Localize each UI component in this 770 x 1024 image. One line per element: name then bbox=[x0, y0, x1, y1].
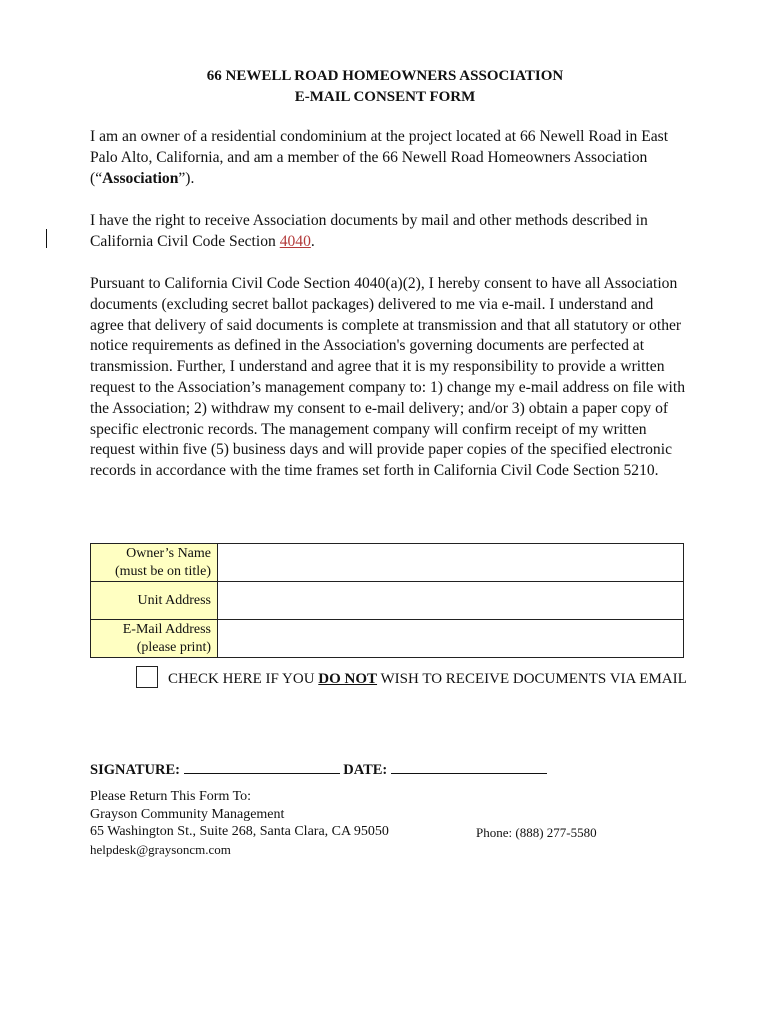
email-label-note: (please print) bbox=[136, 639, 211, 655]
opt-out-text-end: WISH TO RECEIVE DOCUMENTS VIA EMAIL bbox=[377, 671, 687, 687]
ownership-text: I am an owner of a residential condominium at the project located at 66 Newell Road in East Palo Alto, California, and am a member of the 66 Newell Road Homeowners Association (“ bbox=[90, 128, 669, 187]
signature-line bbox=[90, 759, 547, 779]
rights-text: I have the right to receive Association documents by mail and other methods described in California Civil Code Section bbox=[90, 212, 648, 250]
management-company-name: Grayson Community Management bbox=[90, 807, 285, 822]
owner-name-label-text: Owner’s Name bbox=[126, 545, 211, 561]
management-phone: Phone: (888) 277-5580 bbox=[476, 825, 597, 840]
date-field[interactable] bbox=[391, 759, 547, 774]
form-title-line1: 66 NEWELL ROAD HOMEOWNERS ASSOCIATION bbox=[206, 68, 564, 84]
opt-out-emphasis: DO NOT bbox=[318, 671, 378, 687]
rights-paragraph bbox=[90, 211, 690, 253]
signature-label: SIGNATURE: bbox=[90, 762, 180, 778]
helpdesk-email[interactable]: helpdesk@graysoncm.com bbox=[90, 842, 231, 857]
owner-name-label bbox=[91, 544, 218, 582]
signature-field[interactable] bbox=[184, 759, 340, 774]
email-address-label bbox=[91, 620, 218, 658]
email-label-text: E-Mail Address bbox=[122, 621, 211, 637]
owner-name-field[interactable] bbox=[218, 544, 684, 582]
owner-info-table bbox=[90, 543, 684, 658]
revision-marker bbox=[46, 229, 47, 248]
date-label: DATE: bbox=[343, 762, 388, 778]
unit-address-field[interactable] bbox=[218, 582, 684, 620]
email-address-row bbox=[91, 620, 684, 658]
ownership-text-end: ”). bbox=[178, 169, 195, 187]
rights-text-end: . bbox=[310, 232, 315, 250]
owner-name-label-note: (must be on title) bbox=[114, 563, 211, 579]
owner-name-row bbox=[91, 544, 684, 582]
email-address-field[interactable] bbox=[218, 620, 684, 658]
opt-out-label bbox=[136, 669, 696, 689]
unit-address-label: Unit Address bbox=[91, 582, 218, 620]
form-title-line2: E-MAIL CONSENT FORM bbox=[294, 89, 476, 105]
management-address: 65 Washington St., Suite 268, Santa Clara, CA 95050 bbox=[90, 824, 389, 839]
return-instructions: Please Return This Form To: bbox=[90, 789, 252, 804]
ownership-paragraph bbox=[90, 127, 690, 189]
consent-paragraph: Pursuant to California Civil Code Section 4040(a)(2), I hereby consent to have all Association documents (excluding secret ballot packages) delivered to me via e-mail. I understand and agree that delivery of said documents is complete at transmission and that all statutory or other notice requirements as defined in the Association's governing documents are perfected at transmission. Further, I understand and agree that it is my responsibility to provide a written request to the Association’s management company to: 1) change my e-mail address on file with the Association; 2) withdraw my consent to e-mail delivery; and/or 3) obtain a paper copy of specific electronic records. The management company will confirm receipt of my written request within five (5) business days and will provide paper copies of the specified electronic records in accordance with the time frames set forth in California Civil Code Section 5210. bbox=[90, 275, 686, 480]
civil-code-link[interactable]: 4040 bbox=[279, 232, 311, 250]
association-term: Association bbox=[102, 169, 179, 187]
unit-address-row bbox=[91, 582, 684, 620]
opt-out-text: CHECK HERE IF YOU bbox=[168, 671, 319, 687]
